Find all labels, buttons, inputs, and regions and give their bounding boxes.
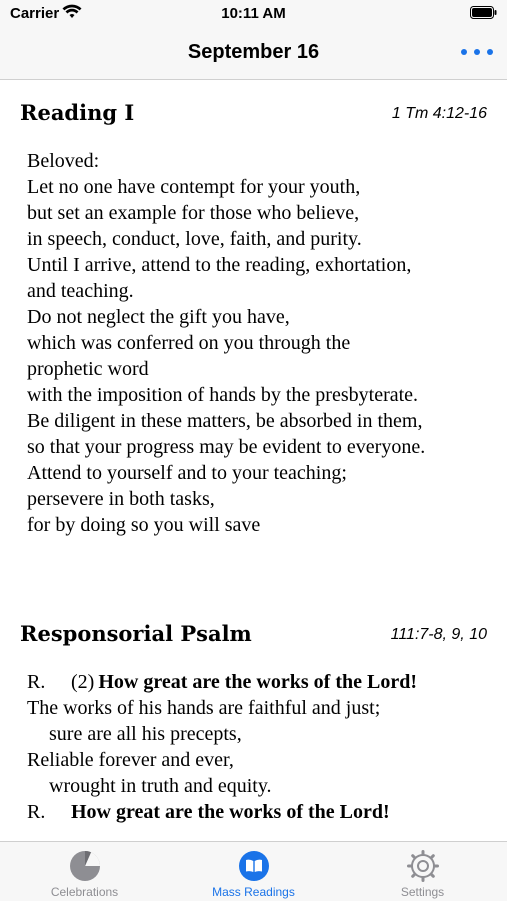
navigation-bar xyxy=(0,28,507,80)
tab-mass-readings[interactable] xyxy=(169,842,338,901)
reading-line: for by doing so you will save xyxy=(27,514,261,536)
reading-1-reference: 1 Tm 4:12-16 xyxy=(391,105,487,122)
reading-line: but set an example for those who believe, xyxy=(27,202,360,224)
reading-line: so that your progress may be evident to everyone. xyxy=(27,436,426,458)
more-dot-icon xyxy=(487,49,493,55)
psalm-line: Reliable forever and ever, xyxy=(27,749,234,771)
psalm-header xyxy=(20,621,487,646)
psalm-reference: 111:7-8, 9, 10 xyxy=(390,626,487,643)
reading-line: persevere in both tasks, xyxy=(27,488,215,510)
gear-icon xyxy=(407,850,439,882)
response-verse-number: (2) xyxy=(71,671,95,693)
reading-line: prophetic word xyxy=(27,358,149,380)
tab-label: Celebrations xyxy=(50,885,119,899)
reading-line: with the imposition of hands by the presbyterate. xyxy=(27,384,419,406)
psalm-line: wrought in truth and equity. xyxy=(49,775,272,797)
more-dot-icon xyxy=(461,49,467,55)
tab-settings[interactable] xyxy=(338,842,507,901)
reading-line: Be diligent in these matters, be absorbed in them, xyxy=(27,410,423,432)
response-label: R. xyxy=(27,801,46,823)
psalm-response-repeat xyxy=(27,799,497,825)
tab-label: Settings xyxy=(400,885,445,899)
reading-1-title: Reading I xyxy=(20,100,135,125)
readings-scroll-view[interactable] xyxy=(0,80,507,841)
response-text: How great are the works of the Lord! xyxy=(71,801,390,823)
status-time: 10:11 AM xyxy=(221,5,286,22)
tab-bar xyxy=(0,841,507,901)
more-options-button[interactable] xyxy=(461,38,493,66)
reading-line: Let no one have contempt for your youth, xyxy=(27,176,361,198)
reading-line: in speech, conduct, love, faith, and purity. xyxy=(27,228,362,250)
reading-1-header xyxy=(20,100,487,125)
psalm-line: The works of his hands are faithful and just; xyxy=(27,697,381,719)
page-title: September 16 xyxy=(187,41,320,63)
reading-line: Until I arrive, attend to the reading, exhortation, xyxy=(27,254,412,276)
psalm-title: Responsorial Psalm xyxy=(20,621,252,646)
reading-line: and teaching. xyxy=(27,280,134,302)
status-bar xyxy=(0,0,507,28)
tab-label: Mass Readings xyxy=(212,885,295,899)
book-icon xyxy=(238,850,270,882)
reading-line: Beloved: xyxy=(27,150,100,172)
response-label: R. xyxy=(27,671,46,693)
more-dot-icon xyxy=(474,49,480,55)
psalm-line: sure are all his precepts, xyxy=(49,723,242,745)
psalm-text xyxy=(27,669,497,825)
carrier-label: Carrier xyxy=(10,5,60,22)
reading-1-text xyxy=(27,148,497,538)
reading-line: Attend to yourself and to your teaching; xyxy=(27,462,347,484)
battery-icon xyxy=(470,6,497,19)
response-text: How great are the works of the Lord! xyxy=(98,671,417,693)
psalm-response xyxy=(27,669,497,695)
celebrations-icon xyxy=(69,850,101,882)
tab-celebrations[interactable] xyxy=(0,842,169,901)
reading-line: Do not neglect the gift you have, xyxy=(27,306,290,328)
reading-line: which was conferred on you through the xyxy=(27,332,351,354)
